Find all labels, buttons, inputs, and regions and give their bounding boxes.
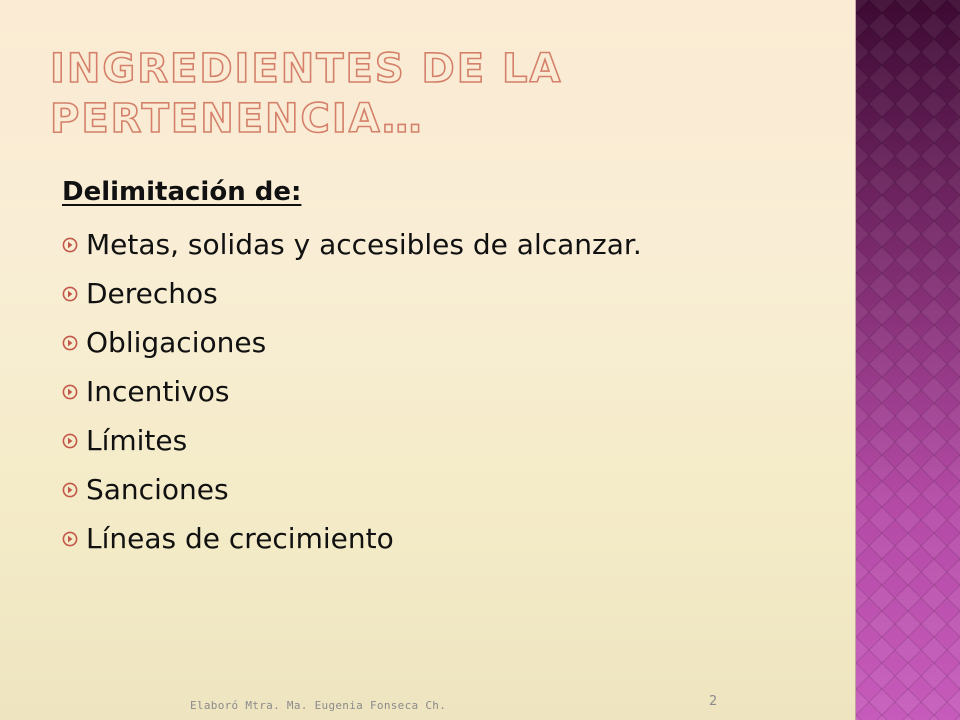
circled-arrow-right-icon xyxy=(62,433,86,449)
bullet-text: Líneas de crecimiento xyxy=(86,522,394,555)
bullet-text: Sanciones xyxy=(86,473,229,506)
bullet-item-limites xyxy=(62,416,822,465)
bullet-item-metas xyxy=(62,220,822,269)
bullet-text: Límites xyxy=(86,424,188,457)
circled-arrow-right-icon xyxy=(62,531,86,547)
decorative-side-panel xyxy=(856,0,960,720)
page-number: 2 xyxy=(709,694,718,709)
circled-arrow-right-icon xyxy=(62,384,86,400)
circled-arrow-right-icon xyxy=(62,286,86,302)
slide-body xyxy=(62,170,822,563)
bullet-text: Metas, solidas y accesibles de alcanzar. xyxy=(86,228,642,261)
circled-arrow-right-icon xyxy=(62,482,86,498)
footer-author: Elaboró Mtra. Ma. Eugenia Fonseca Ch. xyxy=(190,699,447,712)
bullet-list xyxy=(62,220,822,563)
slide-title xyxy=(50,44,830,144)
bullet-item-derechos xyxy=(62,269,822,318)
bullet-text: Incentivos xyxy=(86,375,230,408)
diamond-pattern xyxy=(856,0,960,720)
bullet-item-obligaciones xyxy=(62,318,822,367)
bullet-text: Obligaciones xyxy=(86,326,267,359)
bullet-item-lineas xyxy=(62,514,822,563)
bullet-item-sanciones xyxy=(62,465,822,514)
circled-arrow-right-icon xyxy=(62,335,86,351)
circled-arrow-right-icon xyxy=(62,237,86,253)
bullet-text: Derechos xyxy=(86,277,218,310)
subheading: Delimitación de: xyxy=(62,177,302,207)
title-line-1: INGREDIENTES DE LA xyxy=(50,46,563,92)
bullet-item-incentivos xyxy=(62,367,822,416)
title-line-2: PERTENENCIA… xyxy=(50,96,424,142)
